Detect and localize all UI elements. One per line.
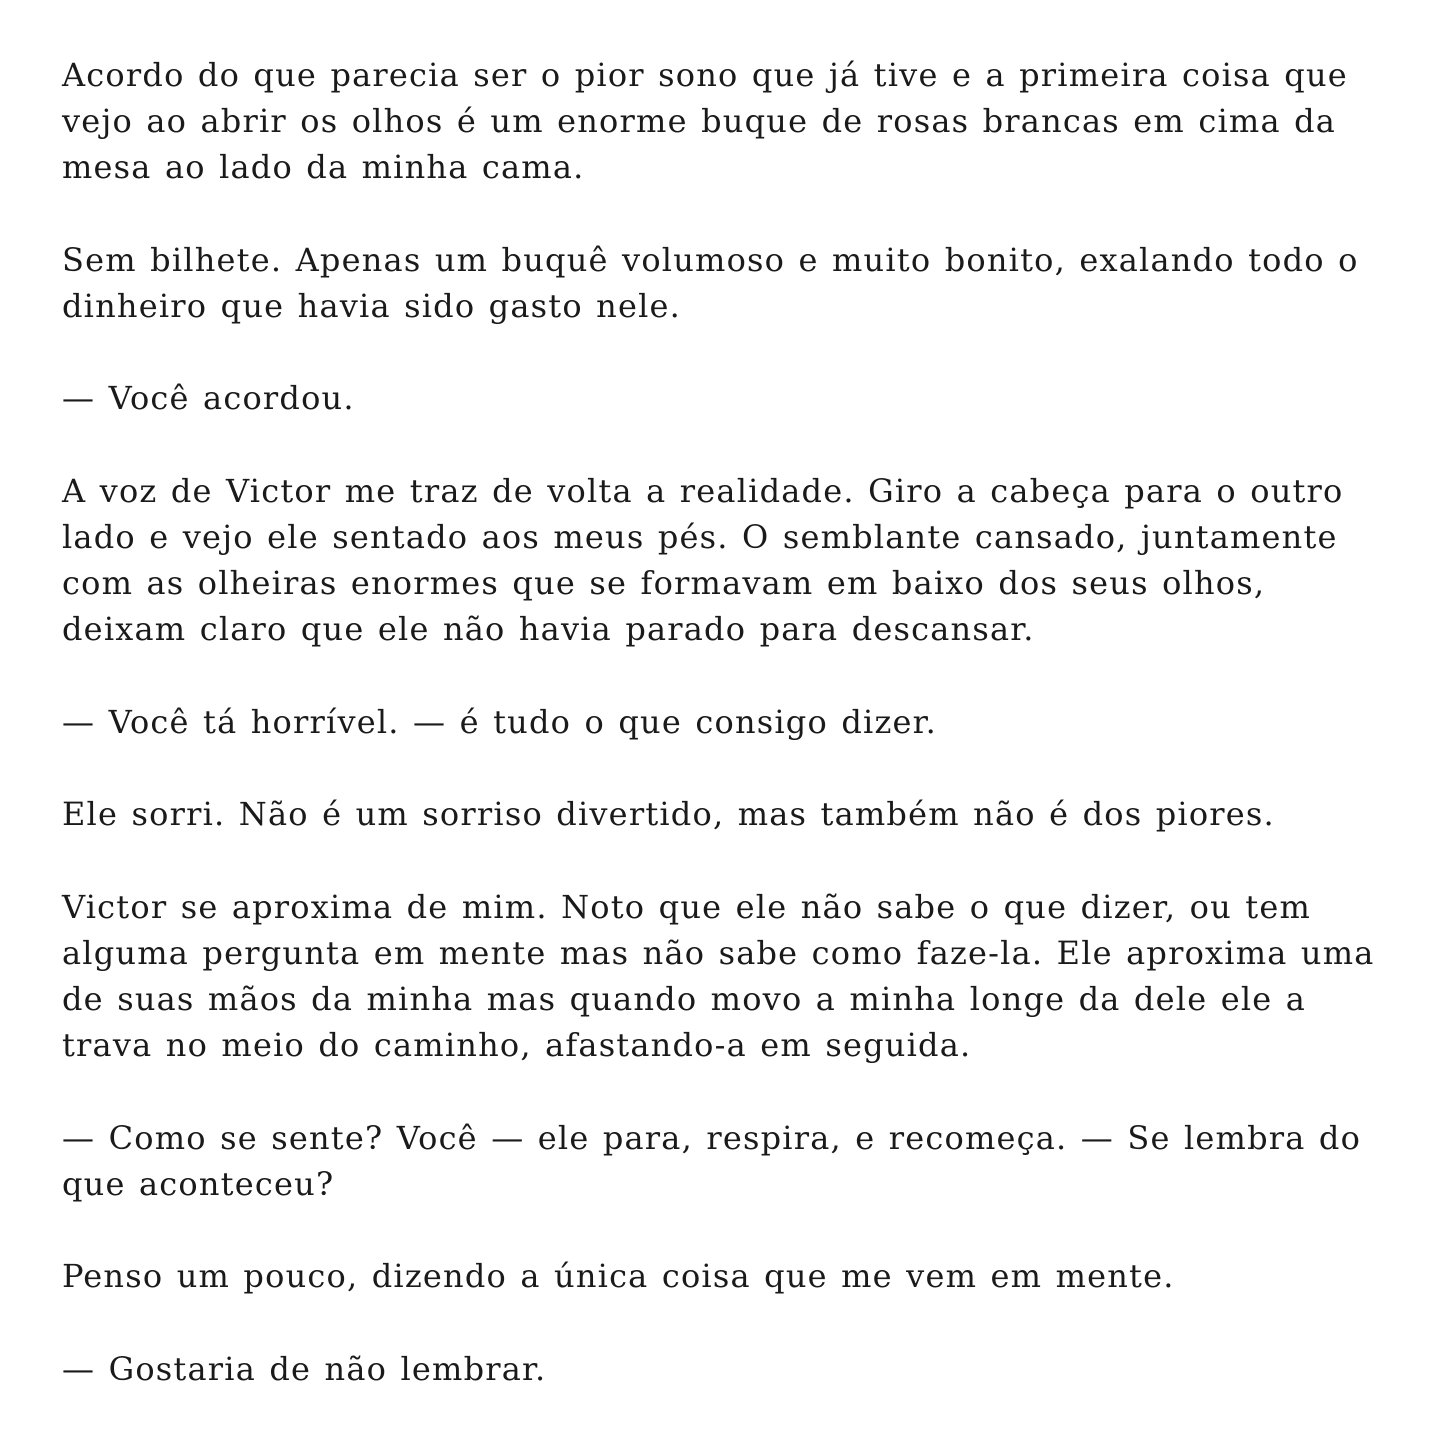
- paragraph-waking-up: Acordo do que parecia ser o pior sono que já tive e a primeira coisa que vejo ao abrir os olhos é um enorme buque de rosas brancas em cima da mesa ao lado da minha cama.: [62, 56, 1348, 187]
- dialogue-you-woke-up: — Você acordou.: [62, 379, 355, 418]
- paragraph-victor-voice: A voz de Victor me traz de volta a realidade. Giro a cabeça para o outro lado e vejo ele sentado aos meus pés. O semblante cansado, juntamente com as olheiras enormes que se formavam em baixo dos seus olhos, deixam claro que ele não havia parado para descansar.: [62, 471, 1344, 649]
- paragraph-he-smiles: Ele sorri. Não é um sorriso divertido, mas também não é dos piores.: [62, 795, 1275, 834]
- document-body: [62, 52, 1382, 1392]
- dialogue-would-rather-not-remember: — Gostaria de não lembrar.: [62, 1349, 547, 1388]
- dialogue-you-look-terrible: — Você tá horrível. — é tudo o que consigo dizer.: [62, 702, 938, 741]
- paragraph-bouquet: Sem bilhete. Apenas um buquê volumoso e muito bonito, exalando todo o dinheiro que havia sido gasto nele.: [62, 240, 1359, 325]
- paragraph-victor-approaches: Victor se aproxima de mim. Noto que ele não sabe o que dizer, ou tem alguma pergunta em mente mas não sabe como faze-la. Ele aproxima uma de suas mãos da minha mas quando movo a minha longe da dele ele a trava no meio do caminho, afastando-a em seguida.: [62, 887, 1375, 1065]
- dialogue-how-do-you-feel: — Como se sente? Você — ele para, respira, e recomeça. — Se lembra do que aconteceu?: [62, 1118, 1362, 1203]
- paragraph-thinking: Penso um pouco, dizendo a única coisa que me vem em mente.: [62, 1257, 1175, 1296]
